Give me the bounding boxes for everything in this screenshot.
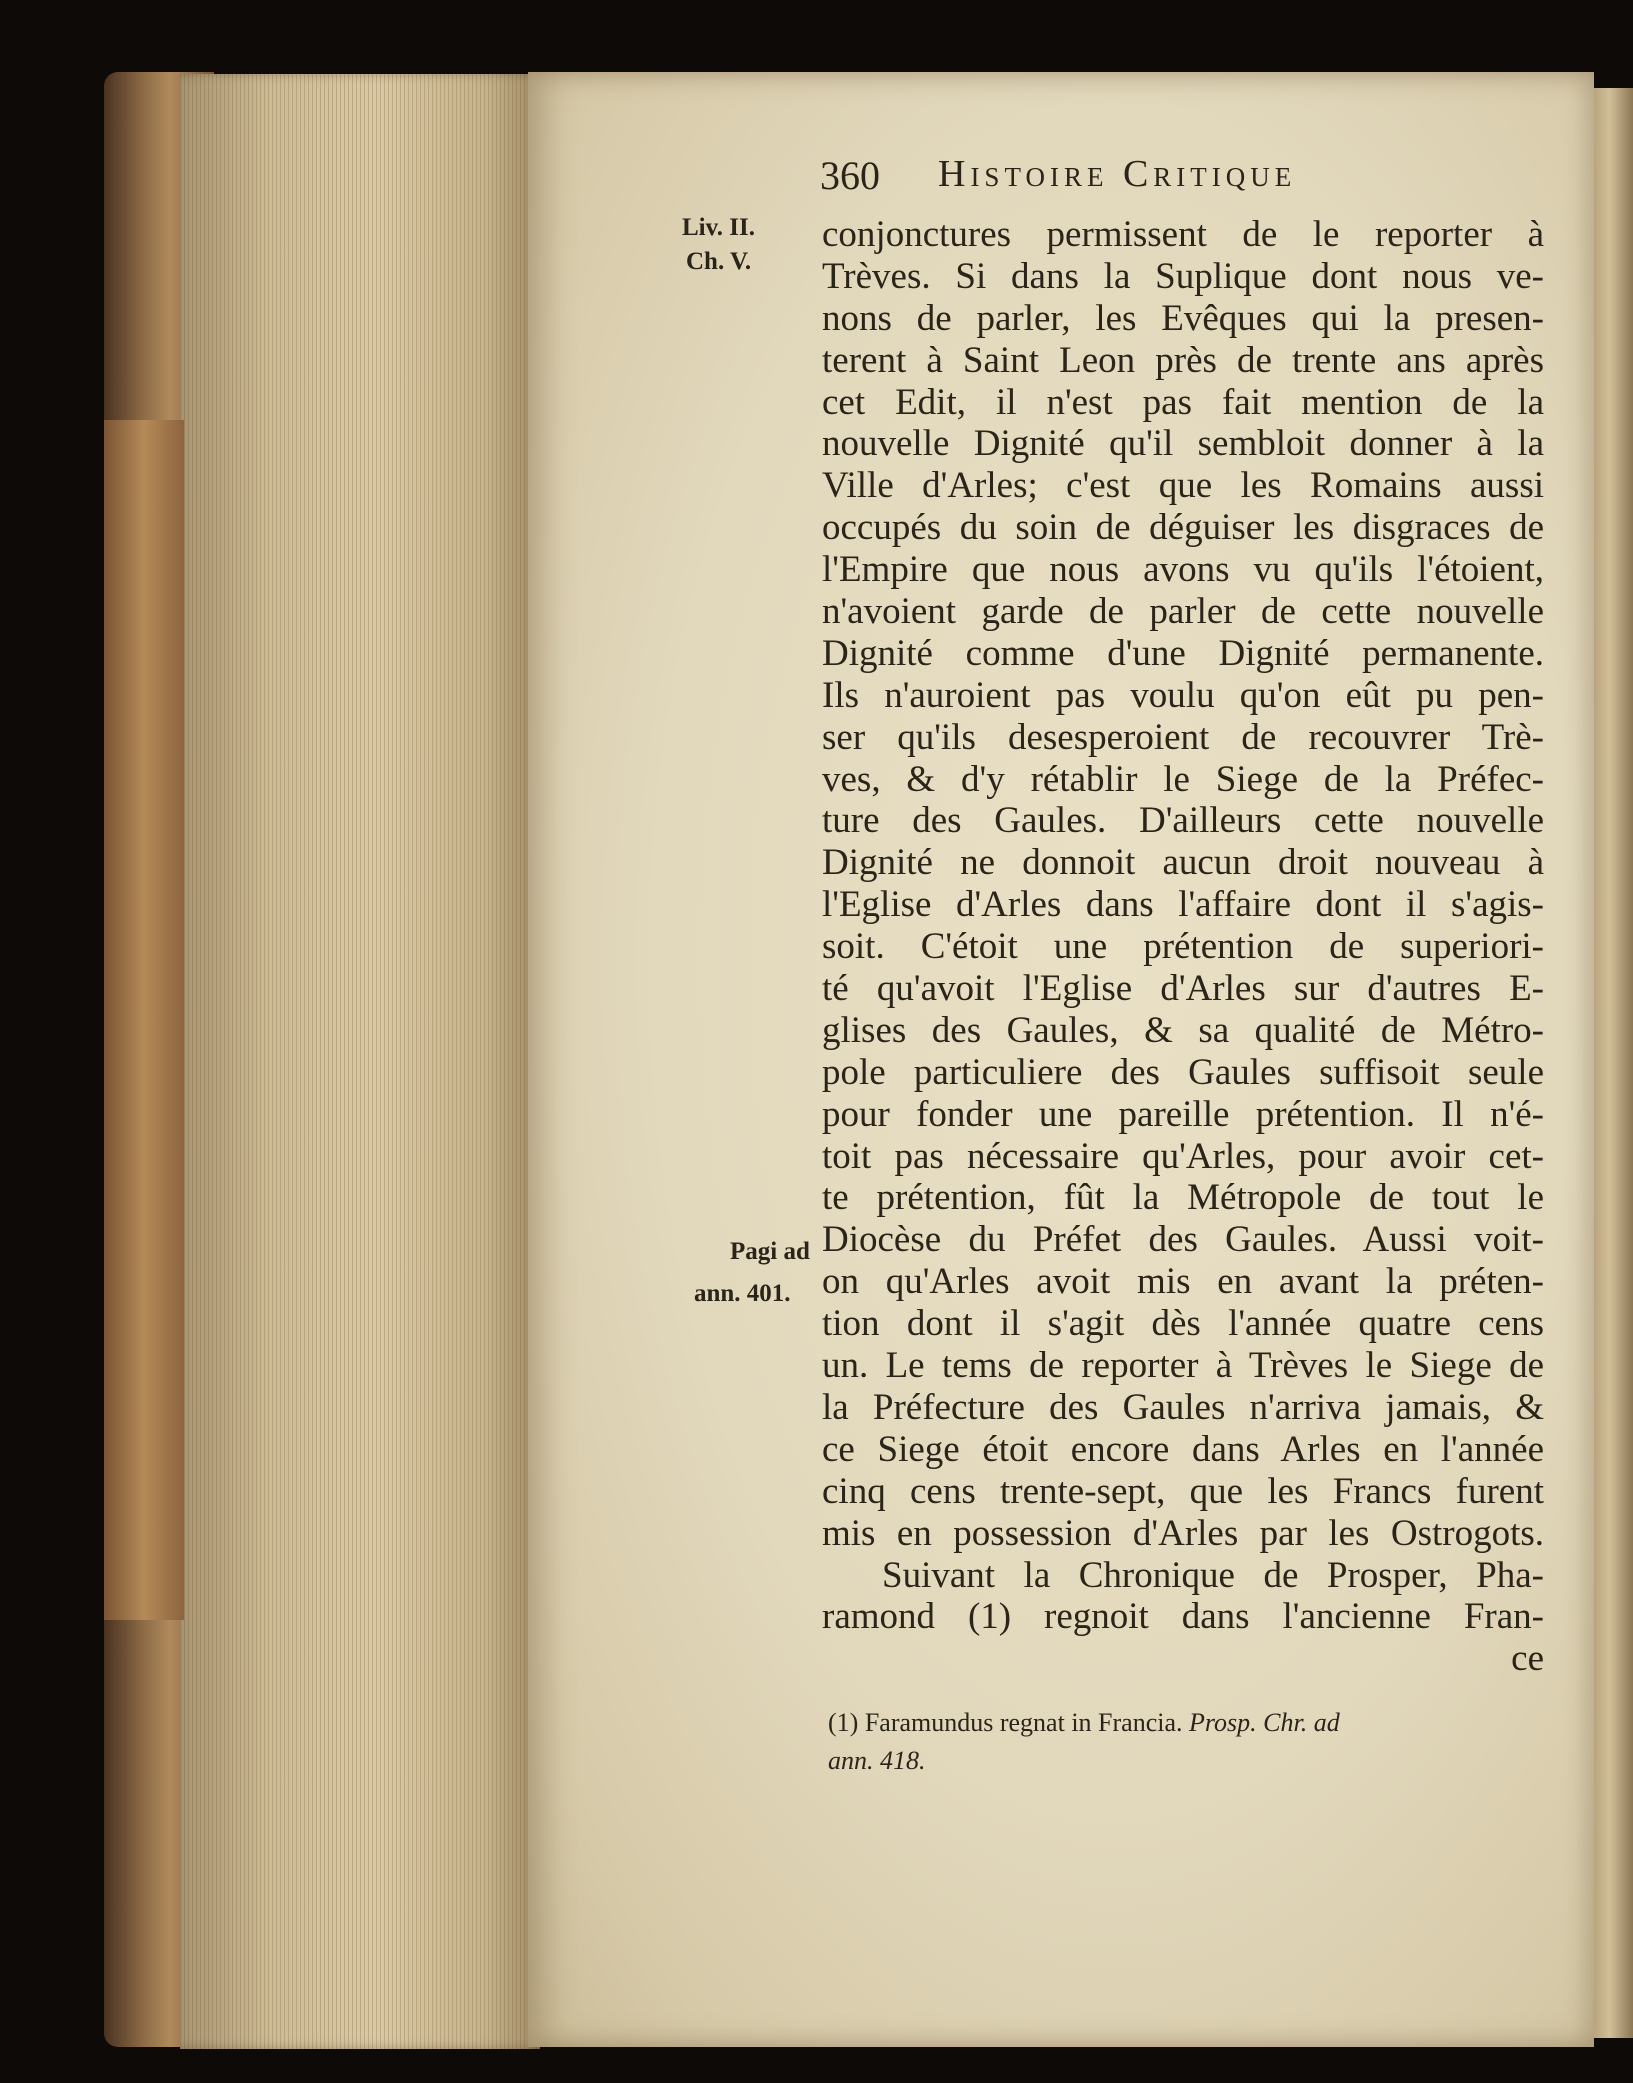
footnote — [828, 1704, 1548, 1780]
text-line: Trèves. Si dans la Suplique dont nous ve- — [822, 255, 1544, 297]
text-line: conjonctures permissent de le reporter à — [822, 214, 1544, 255]
page-number: 360 — [820, 153, 880, 198]
body-text — [822, 214, 1544, 1680]
text-line: ture des Gaules. D'ailleurs cette nouvelle — [822, 800, 1544, 842]
running-title: Histoire Critique — [938, 153, 1297, 195]
footnote-line — [828, 1704, 1548, 1742]
text-line: ves, & d'y rétablir le Siege de la Préfec- — [822, 758, 1544, 800]
text-line: pour fonder une pareille prétention. Il n'é- — [822, 1093, 1544, 1135]
text-line: Suivant la Chronique de Prosper, Pha- — [882, 1554, 1544, 1596]
text-line: te prétention, fût la Métropole de tout le — [822, 1177, 1544, 1219]
text-line: pole particuliere des Gaules suffisoit seule — [822, 1051, 1544, 1093]
text-line: nouvelle Dignité qu'il sembloit donner à la — [822, 423, 1544, 465]
text-line: ser qu'ils desesperoient de recouvrer Trè- — [822, 716, 1544, 758]
text-line: toit pas nécessaire qu'Arles, pour avoir cet- — [822, 1135, 1544, 1177]
text-line: cinq cens trente-sept, que les Francs furent — [822, 1470, 1544, 1512]
text-line: mis en possession d'Arles par les Ostrogots. — [822, 1512, 1544, 1554]
text-line: l'Eglise d'Arles dans l'affaire dont il s'agis- — [822, 884, 1544, 926]
cover-flap — [104, 420, 184, 1620]
page-header — [820, 152, 1560, 212]
footnote-source: Prosp. Chr. ad — [1189, 1708, 1340, 1737]
text-line: l'Empire que nous avons vu qu'ils l'étoient, — [822, 549, 1544, 591]
page-edges — [180, 74, 540, 2049]
text-line: nons de parler, les Evêques qui la presen- — [822, 297, 1544, 339]
margin-note-liv: Liv. II. — [682, 214, 755, 241]
footnote-text: (1) Faramundus regnat in Francia. — [828, 1708, 1183, 1737]
text-line: té qu'avoit l'Eglise d'Arles sur d'autres E- — [822, 968, 1544, 1010]
facing-page-edge — [1594, 88, 1633, 2038]
text-line: Ville d'Arles; c'est que les Romains aussi — [822, 465, 1544, 507]
text-line: la Préfecture des Gaules n'arriva jamais, & — [822, 1386, 1544, 1428]
catchword: ce — [1511, 1638, 1544, 1680]
text-line: terent à Saint Leon près de trente ans après — [822, 339, 1544, 381]
text-line: Dignité comme d'une Dignité permanente. — [822, 632, 1544, 674]
text-line: tion dont il s'agit dès l'année quatre cens — [822, 1303, 1544, 1345]
text-line: Diocèse du Préfet des Gaules. Aussi voit- — [822, 1219, 1544, 1261]
text-line: un. Le tems de reporter à Trèves le Siege de — [822, 1345, 1544, 1387]
text-line: ce Siege étoit encore dans Arles en l'année — [822, 1428, 1544, 1470]
text-line: occupés du soin de déguiser les disgraces de — [822, 507, 1544, 549]
margin-note-ch: Ch. V. — [686, 248, 752, 275]
footnote-source-cont: ann. 418. — [828, 1746, 926, 1775]
text-line: Ils n'auroient pas voulu qu'on eût pu pen- — [822, 674, 1544, 716]
text-line: soit. C'étoit une prétention de superiori- — [822, 926, 1544, 968]
margin-note-pagi: Pagi ad — [730, 1238, 810, 1265]
text-line: glises des Gaules, & sa qualité de Métro- — [822, 1009, 1544, 1051]
text-line: on qu'Arles avoit mis en avant la préten- — [822, 1261, 1544, 1303]
text-line: ramond (1) regnoit dans l'ancienne Fran- — [822, 1596, 1544, 1638]
text-line: n'avoient garde de parler de cette nouvelle — [822, 591, 1544, 633]
margin-note-ann: ann. 401. — [694, 1280, 791, 1307]
text-line: Dignité ne donnoit aucun droit nouveau à — [822, 842, 1544, 884]
text-line: cet Edit, il n'est pas fait mention de la — [822, 381, 1544, 423]
